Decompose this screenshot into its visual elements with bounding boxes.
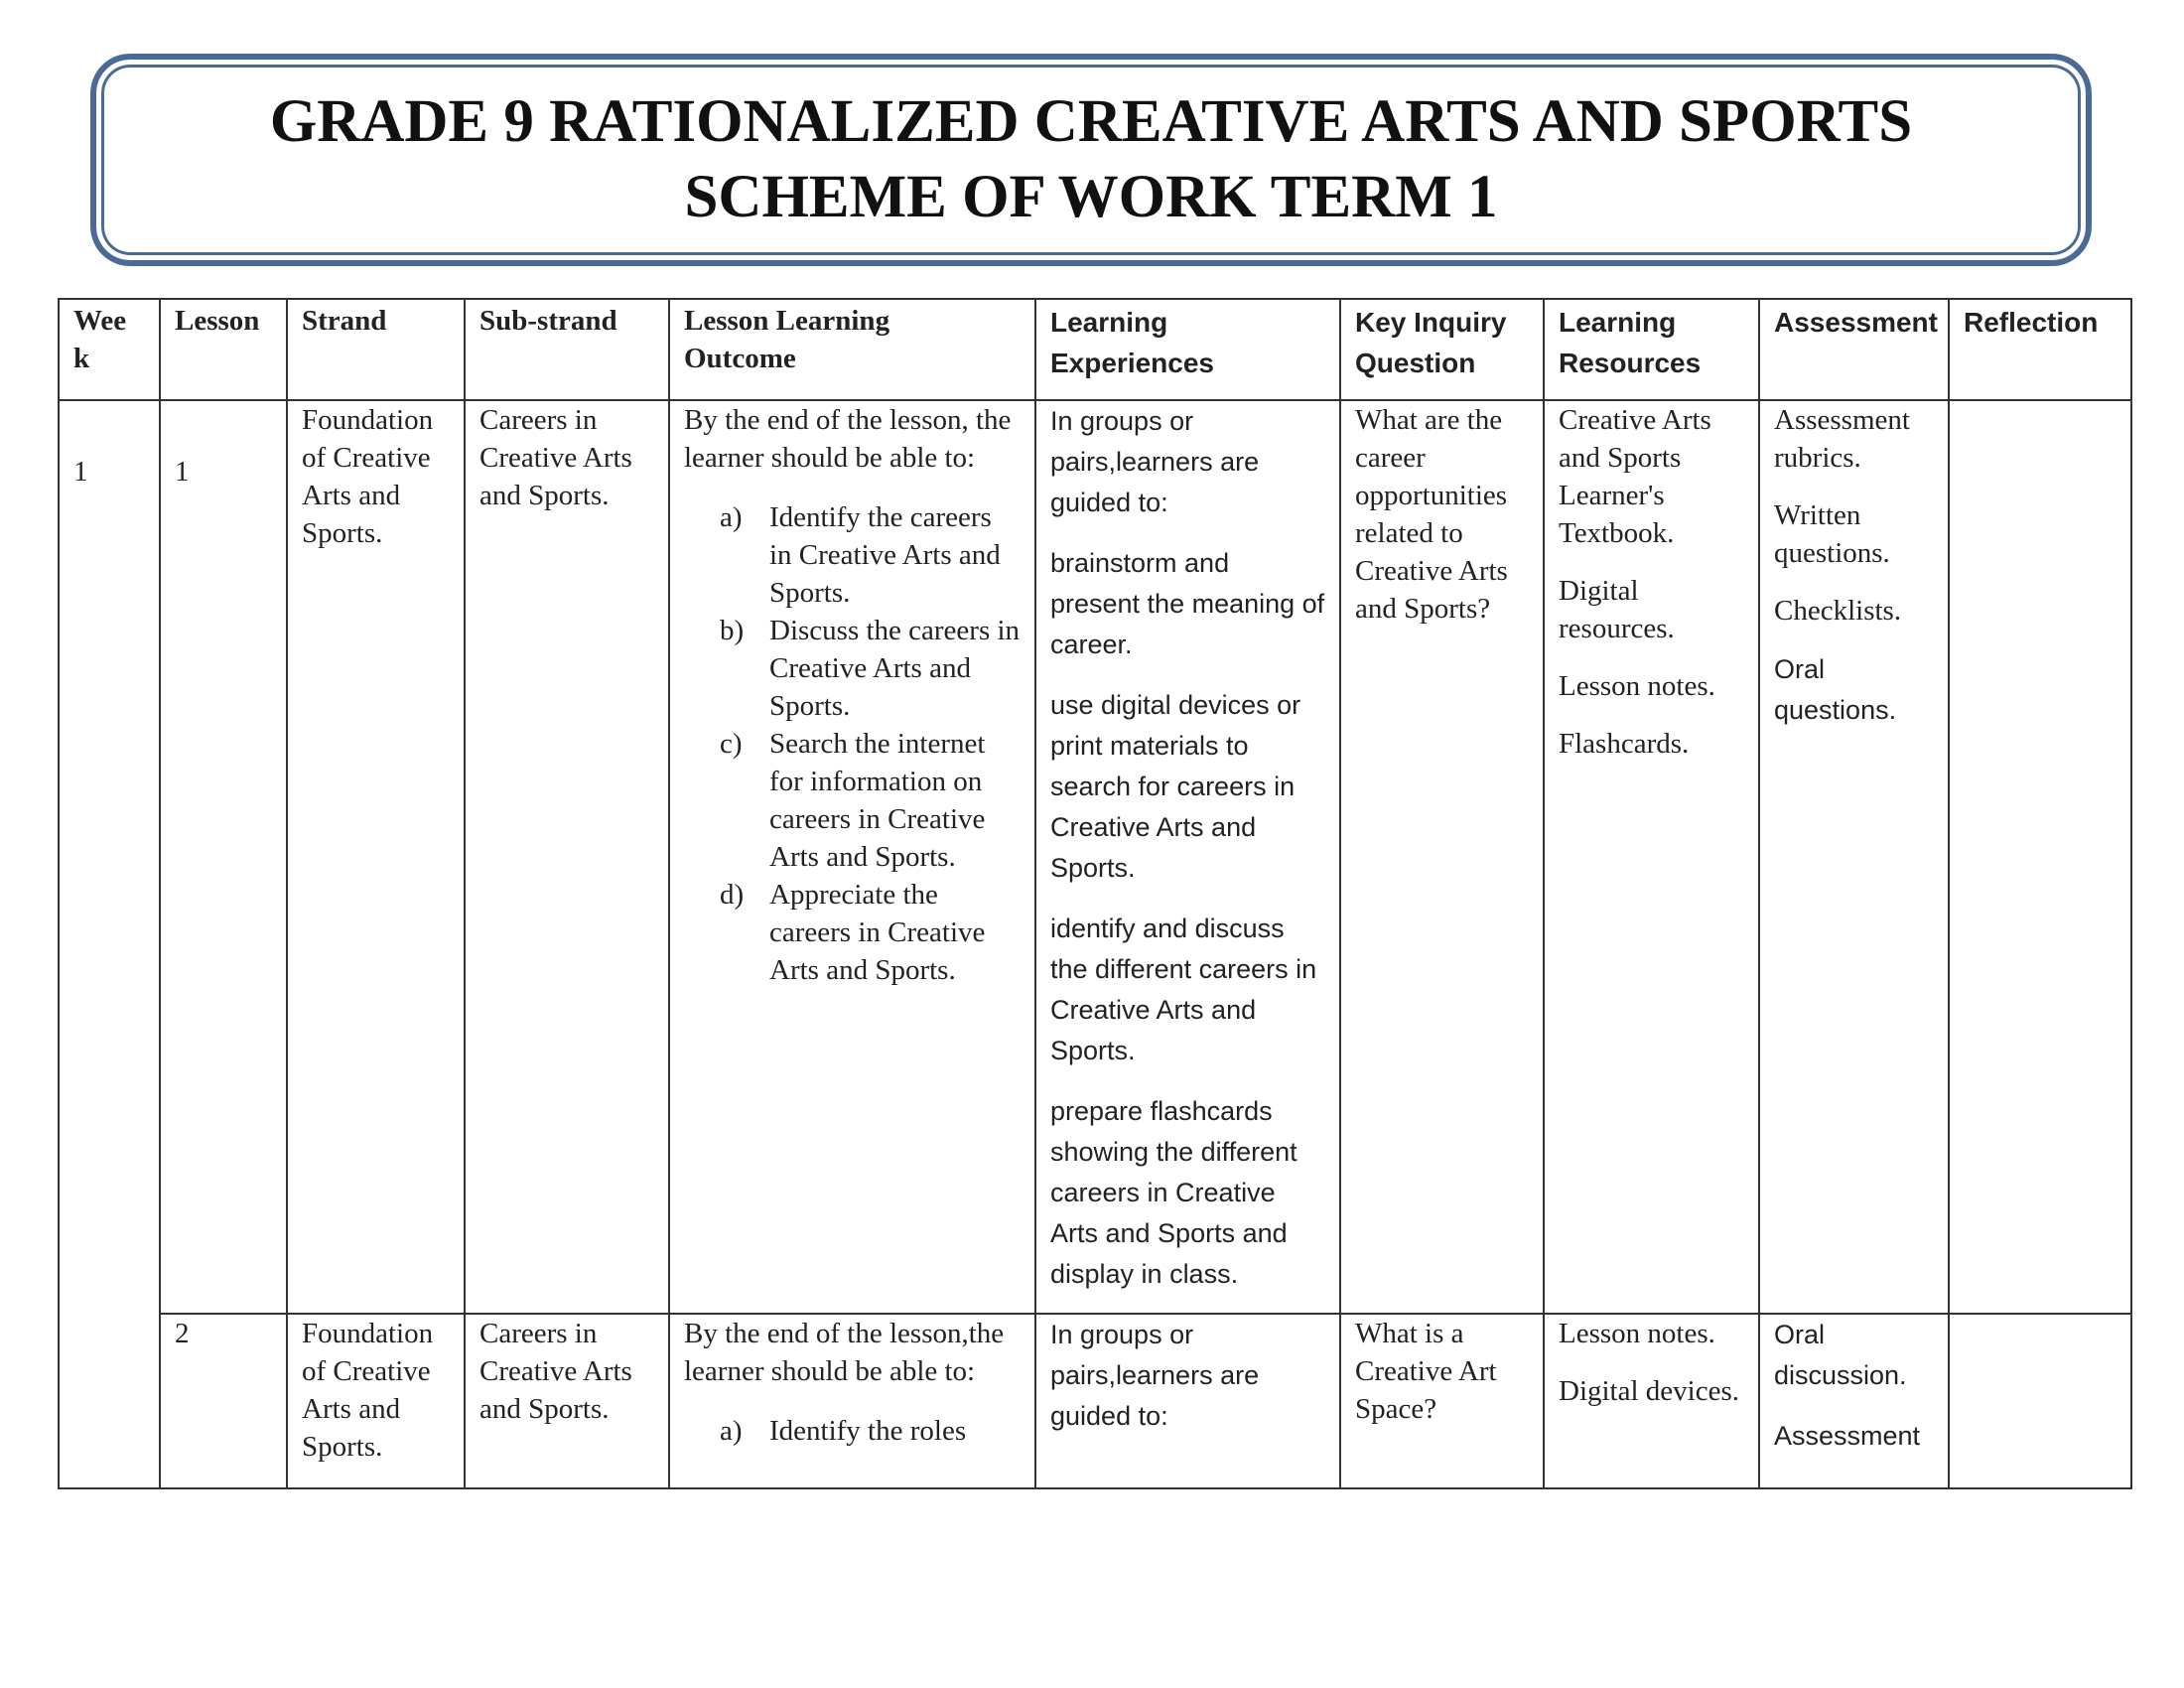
header-reflection: Reflection xyxy=(1949,299,2131,400)
outcome-text: Identify the roles xyxy=(769,1415,967,1447)
outcome-letter: c) xyxy=(720,728,743,760)
header-assessment: Assessment xyxy=(1759,299,1949,400)
key-inquiry-cell: What is a Creative Art Space? xyxy=(1340,1314,1544,1488)
header-week-line-2: k xyxy=(73,343,90,374)
learning-outcome-cell xyxy=(669,400,1035,1314)
header-lesson: Lesson xyxy=(160,299,287,400)
outcome-letter: a) xyxy=(720,1415,743,1447)
table-row xyxy=(59,400,2131,1314)
header-learning-experiences: Learning Experiences xyxy=(1035,299,1340,400)
experience-item: prepare flashcards showing the different careers in Creative Arts and Sports and display in class. xyxy=(1050,1096,1297,1289)
header-resources-line-2: Resources xyxy=(1559,348,1702,378)
header-sub-strand: Sub-strand xyxy=(465,299,669,400)
document-title-line-1: GRADE 9 RATIONALIZED CREATIVE ARTS AND SPORTS xyxy=(269,88,1913,155)
resource-item: Lesson notes. xyxy=(1559,1318,1715,1349)
header-outcome-line-2: Outcome xyxy=(684,343,796,374)
lesson-cell: 2 xyxy=(160,1314,287,1488)
outcome-text: Appreciate the careers in Creative Arts and Sports. xyxy=(769,879,986,986)
document-title-line-2: SCHEME OF WORK TERM 1 xyxy=(684,164,1498,230)
header-week xyxy=(59,299,160,400)
lesson-cell: 1 xyxy=(160,400,287,1314)
outcome-letter: b) xyxy=(720,615,745,646)
resource-item: Digital devices. xyxy=(1559,1375,1740,1407)
list-item xyxy=(684,1412,1021,1450)
outcome-list xyxy=(684,1412,1021,1450)
assessment-cell xyxy=(1759,400,1949,1314)
header-week-line-1: Wee xyxy=(73,305,127,337)
header-strand: Strand xyxy=(287,299,465,400)
header-resources-line-1: Learning xyxy=(1559,307,1677,338)
header-learning-resources xyxy=(1544,299,1759,400)
resource-item: Creative Arts and Sports Learner's Textbook. xyxy=(1559,404,1711,549)
experience-item: identify and discuss the different careers in Creative Arts and Sports. xyxy=(1050,914,1317,1065)
outcome-letter: a) xyxy=(720,501,743,533)
outcome-text: Search the internet for information on careers in Creative Arts and Sports. xyxy=(769,728,986,873)
assessment-cell xyxy=(1759,1314,1949,1488)
learning-experiences-cell xyxy=(1035,400,1340,1314)
outcome-letter: d) xyxy=(720,879,745,911)
list-item xyxy=(684,498,1021,612)
outcome-intro: By the end of the lesson,the learner should be able to: xyxy=(684,1318,1005,1387)
header-key-inquiry xyxy=(1340,299,1544,400)
sub-strand-cell: Careers in Creative Arts and Sports. xyxy=(465,400,669,1314)
experience-item: use digital devices or print materials to search for careers in Creative Arts and Sports. xyxy=(1050,690,1301,883)
experience-item: brainstorm and present the meaning of career. xyxy=(1050,548,1325,659)
list-item xyxy=(684,725,1021,876)
resource-item: Flashcards. xyxy=(1559,728,1690,760)
assessment-item: Checklists. xyxy=(1774,595,1902,627)
title-banner xyxy=(90,54,2092,266)
list-item xyxy=(684,612,1021,725)
reflection-cell xyxy=(1949,1314,2131,1488)
strand-cell: Foundation of Creative Arts and Sports. xyxy=(287,1314,465,1488)
key-inquiry-cell: What are the career opportunities related to Creative Arts and Sports? xyxy=(1340,400,1544,1314)
sub-strand-cell: Careers in Creative Arts and Sports. xyxy=(465,1314,669,1488)
experience-item: In groups or pairs,learners are guided to: xyxy=(1050,406,1260,517)
learning-experiences-cell xyxy=(1035,1314,1340,1488)
header-row xyxy=(59,299,2131,400)
strand-cell: Foundation of Creative Arts and Sports. xyxy=(287,400,465,1314)
header-inquiry-line-2: Question xyxy=(1355,348,1476,378)
outcome-text: Identify the careers in Creative Arts and Sports. xyxy=(769,501,1001,609)
assessment-item: Oral discussion. xyxy=(1774,1320,1907,1390)
outcome-list xyxy=(684,498,1021,989)
learning-resources-cell xyxy=(1544,400,1759,1314)
table-row xyxy=(59,1314,2131,1488)
resource-item: Lesson notes. xyxy=(1559,670,1715,702)
assessment-item: Assessment xyxy=(1774,1421,1921,1451)
scheme-of-work-table xyxy=(58,298,2132,1489)
learning-resources-cell xyxy=(1544,1314,1759,1488)
header-outcome-line-1: Lesson Learning xyxy=(684,305,890,337)
experience-item: In groups or pairs,learners are guided to: xyxy=(1050,1320,1260,1431)
outcome-text: Discuss the careers in Creative Arts and Sports. xyxy=(769,615,1021,722)
assessment-item: Assessment rubrics. xyxy=(1774,404,1910,474)
assessment-item: Written questions. xyxy=(1774,499,1890,569)
learning-outcome-cell xyxy=(669,1314,1035,1488)
resource-item: Digital resources. xyxy=(1559,575,1675,644)
header-learning-outcome xyxy=(669,299,1035,400)
week-cell: 1 xyxy=(59,400,160,1488)
reflection-cell xyxy=(1949,400,2131,1314)
assessment-item: Oral questions. xyxy=(1774,654,1897,725)
outcome-intro: By the end of the lesson, the learner should be able to: xyxy=(684,404,1012,474)
header-inquiry-line-1: Key Inquiry xyxy=(1355,307,1507,338)
list-item xyxy=(684,876,1021,989)
